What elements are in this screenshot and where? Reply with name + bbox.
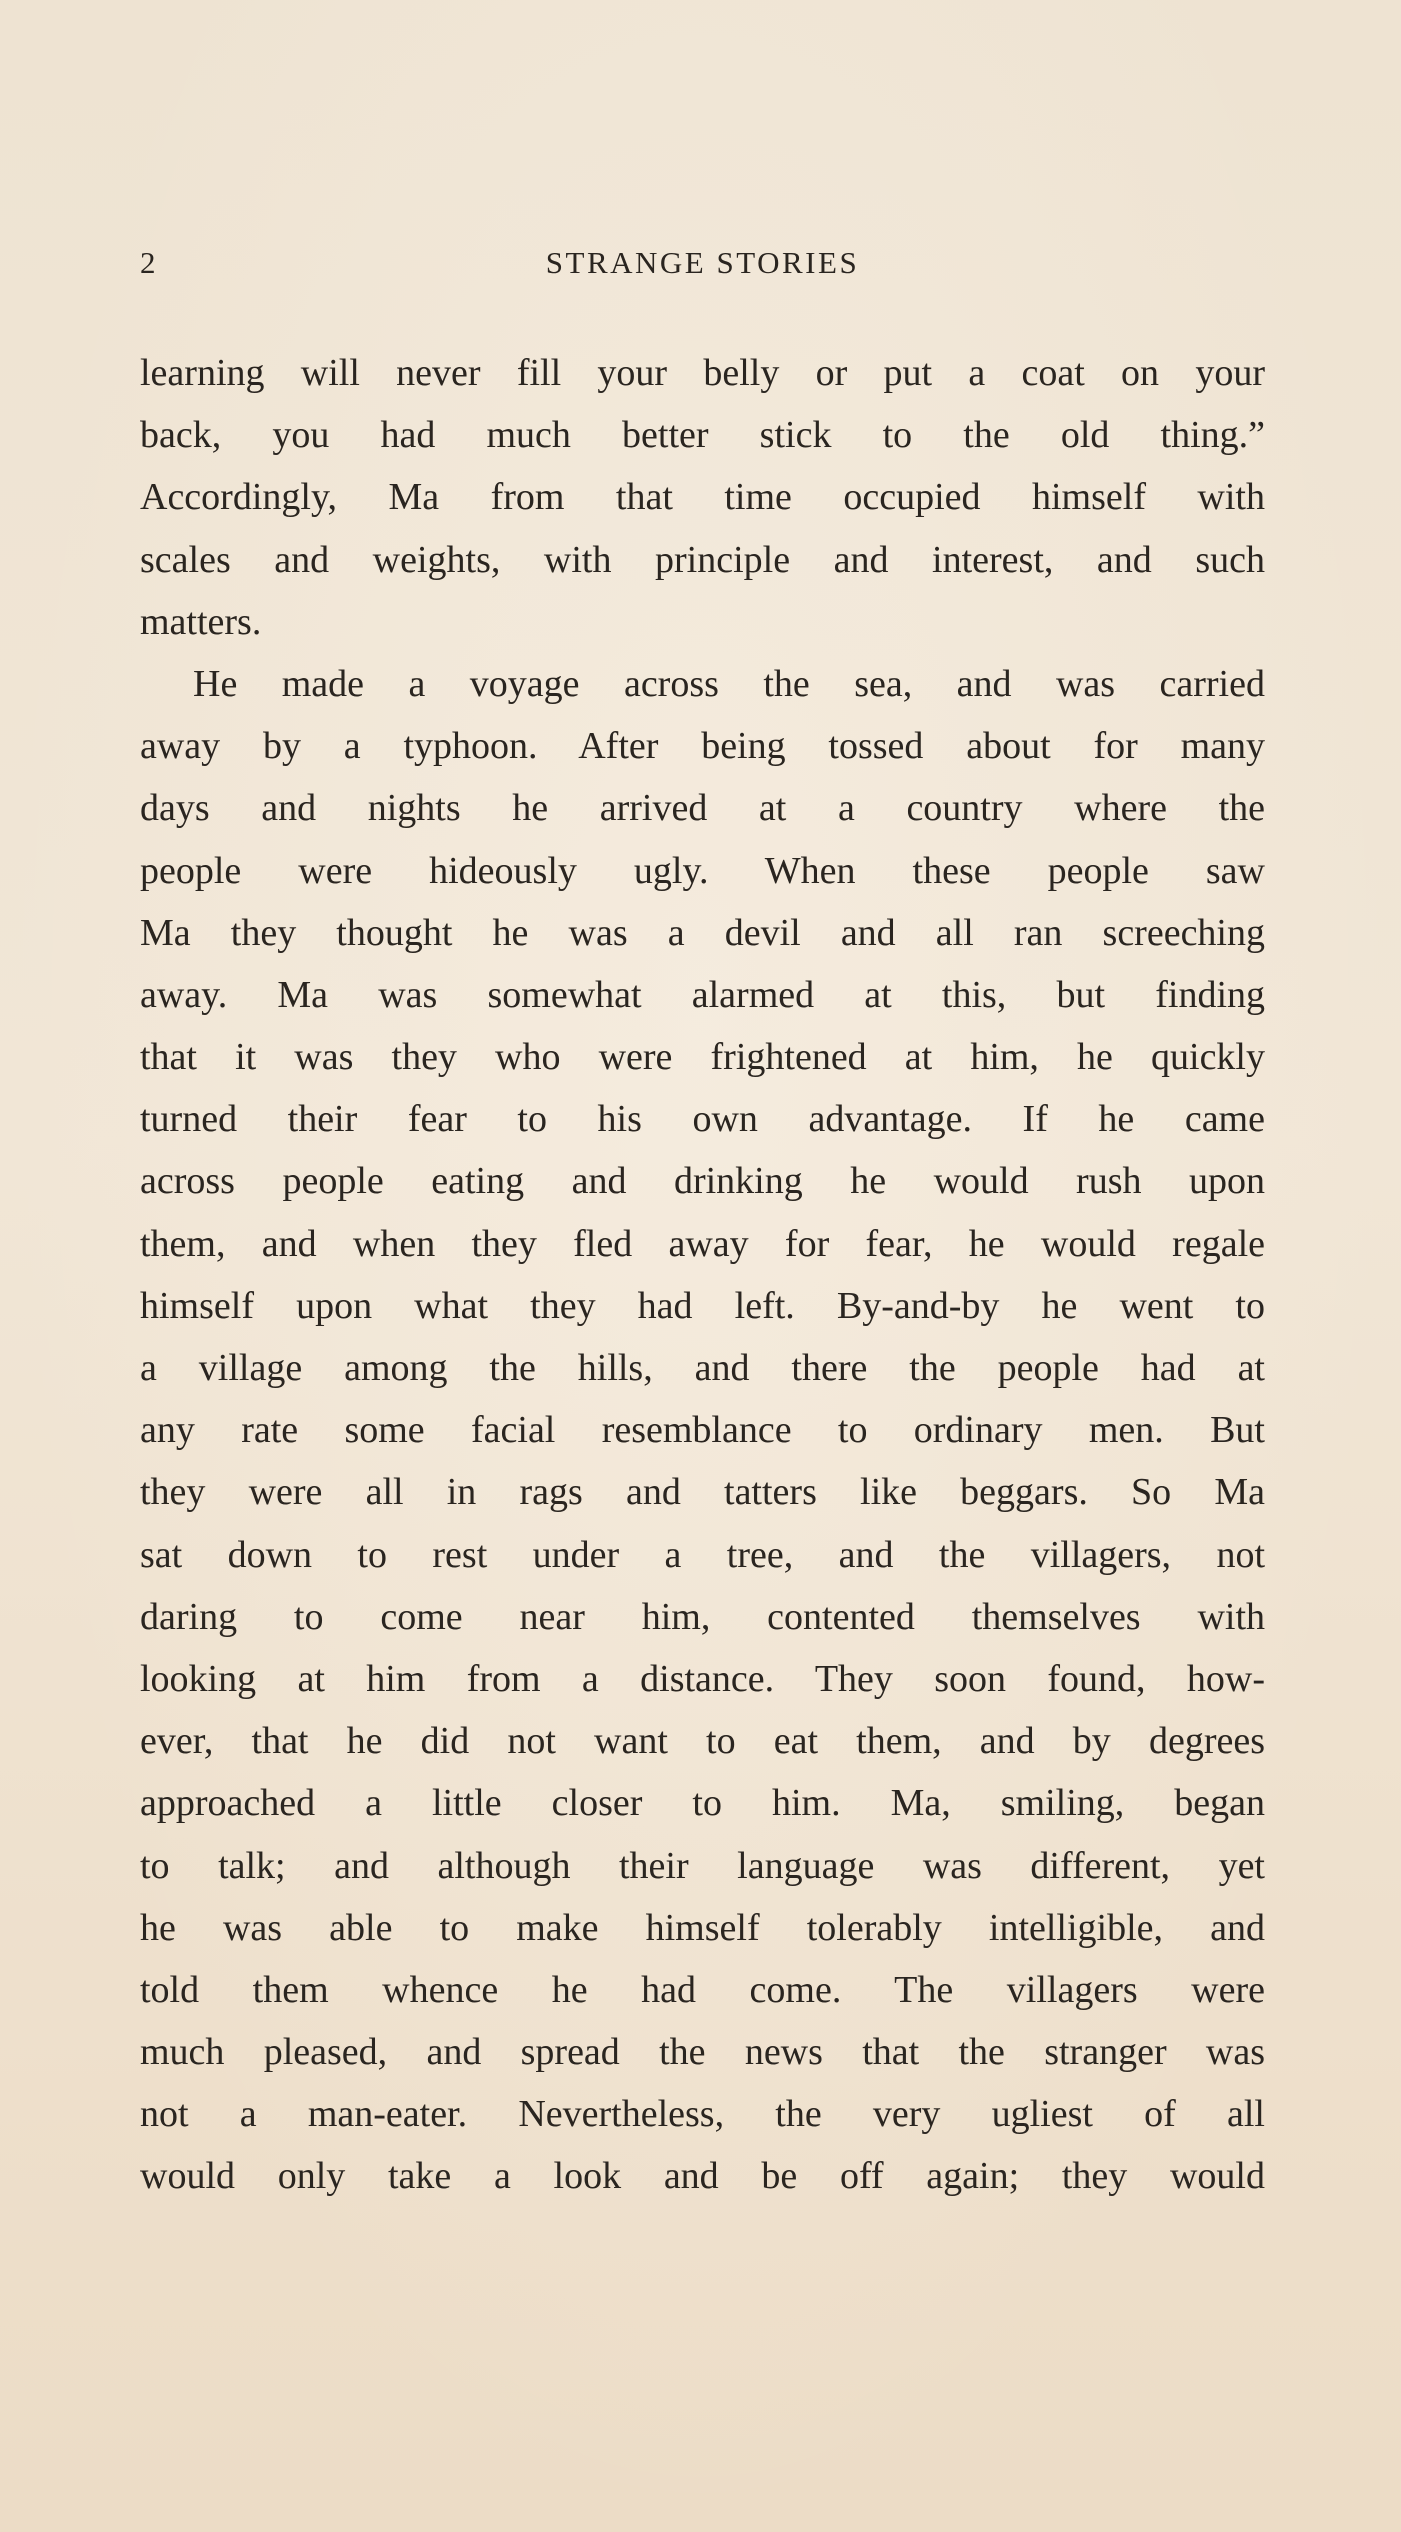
- page-number: 2: [140, 245, 157, 280]
- text-line: across people eating and drinking he would rush upon: [140, 1160, 1265, 1203]
- text-line: he was able to make himself tolerably intelligible, and: [140, 1906, 1265, 1949]
- text-line: people were hideously ugly. When these people saw: [140, 849, 1265, 892]
- text-line: they were all in rags and tatters like beggars. So Ma: [140, 1471, 1265, 1514]
- text-line: away. Ma was somewhat alarmed at this, but finding: [140, 973, 1265, 1016]
- text-line: turned their fear to his own advantage. If he came: [140, 1098, 1265, 1141]
- text-line: away by a typhoon. After being tossed about for many: [140, 725, 1265, 768]
- text-line: would only take a look and be off again; they would: [140, 2155, 1265, 2198]
- text-line: that it was they who were frightened at him, he quickly: [140, 1036, 1265, 1079]
- text-line: Ma they thought he was a devil and all ran screeching: [140, 911, 1265, 954]
- running-head: STRANGE STORIES: [545, 245, 860, 280]
- text-line: approached a little closer to him. Ma, smiling, began: [140, 1782, 1265, 1825]
- page-header: [140, 245, 1265, 291]
- text-line: learning will never fill your belly or put a coat on your: [140, 352, 1265, 394]
- text-line: daring to come near him, contented themselves with: [140, 1595, 1265, 1638]
- text-line: himself upon what they had left. By-and-by he went to: [140, 1284, 1265, 1327]
- text-line: back, you had much better stick to the old thing.”: [140, 414, 1265, 457]
- text-line: a village among the hills, and there the people had at: [140, 1347, 1265, 1389]
- body-text: [140, 342, 1265, 2208]
- text-line: them, and when they fled away for fear, he would regale: [140, 1222, 1265, 1265]
- text-line: any rate some facial resemblance to ordinary men. But: [140, 1409, 1265, 1452]
- text-line: scales and weights, with principle and interest, and such: [140, 538, 1265, 581]
- text-line: ever, that he did not want to eat them, and by degrees: [140, 1720, 1265, 1763]
- text-line: told them whence he had come. The villagers were: [140, 1968, 1265, 2011]
- text-line: He made a voyage across the sea, and was carried: [193, 662, 1265, 705]
- text-line: not a man-eater. Nevertheless, the very ugliest of all: [140, 2093, 1265, 2136]
- text-line: to talk; and although their language was different, yet: [140, 1844, 1265, 1887]
- text-line: much pleased, and spread the news that the stranger was: [140, 2031, 1265, 2074]
- text-line: Accordingly, Ma from that time occupied himself with: [140, 476, 1265, 519]
- text-line: days and nights he arrived at a country where the: [140, 787, 1265, 830]
- text-line: looking at him from a distance. They soon found, how-: [140, 1657, 1265, 1700]
- text-line: sat down to rest under a tree, and the villagers, not: [140, 1533, 1265, 1576]
- text-line: matters.: [140, 600, 262, 643]
